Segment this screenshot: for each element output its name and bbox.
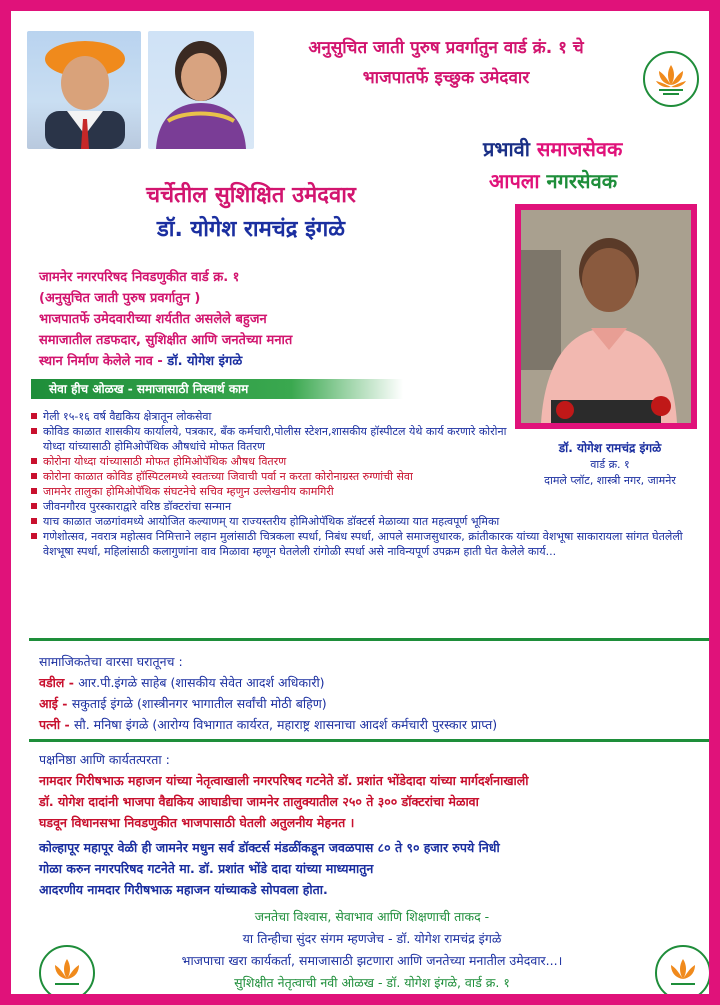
lotus-logo-icon xyxy=(643,51,699,107)
loyalty-line-2: डॉ. योगेश दादांनी भाजपा वैद्यकिय आघाडीचा जामनेर तालुक्यातील २५० ते ३०० डॉक्टरांचा मेळावा xyxy=(39,794,479,809)
kolhapur-line-1: कोल्हापूर महापूर वेळी ही जामनेर मधुन सर्व डॉक्टर्स मंडळींकडून जवळपास ८० ते ९० हजार रुपये निधी xyxy=(39,840,500,855)
intro-line-2: (अनुसुचित जाती पुरुष प्रवर्गातुन ) xyxy=(39,291,201,306)
divider-1 xyxy=(29,638,713,641)
service-banner: सेवा हीच ओळख - समाजासाठी निस्वार्थ काम xyxy=(31,379,403,399)
intro-line-3: भाजपातर्फे उमेदवारीच्या शर्यतीत असलेले बहुजन xyxy=(39,312,267,327)
family-father: वडील - आर.पी.इंगळे साहेब (शासकीय सेवेत आदर्श अधिकारी) xyxy=(39,675,325,690)
candidate-caption-ward: वार्ड क्र. १ xyxy=(590,458,630,471)
lotus-logo-icon xyxy=(39,945,95,1001)
footer-line-1: जनतेचा विश्वास, सेवाभाव आणि शिक्षणाची ताकद - xyxy=(254,909,490,924)
list-item: गेली १५-१६ वर्ष वैद्यकिय क्षेत्रातून लोकसेवा xyxy=(31,409,513,424)
list-item: गणेशोत्सव, नवरात्र महोत्सव निमित्ताने लहान मुलांसाठी चित्रकला स्पर्धा, निबंध स्पर्धा, आपले समाजसुधारक, क्रांतीकारक यांच्या वेशभूषा साकारायला सांगत घेतलेली वेशभूषा स्पर्धा, महिलांसाठी कलागुणांना वाव मिळावा म्हणून घेतलेली रांगोळी स्पर्धा असे नाविन्यपूर्ण उपक्रम हाती घेत केलेले कार्य... xyxy=(31,529,713,559)
list-item: कोरोना योध्दा यांच्यासाठी मोफत होमिओपॅथिक औषध वितरण xyxy=(31,454,513,469)
leader-photo-female xyxy=(148,31,254,149)
family-mother: आई - सकुताई इंगळे (शास्त्रीनगर भागातील सर्वांची मोठी बहिण) xyxy=(39,696,327,711)
candidate-caption-address: दामले प्लॉट, शास्त्री नगर, जामनेर xyxy=(544,474,676,487)
family-section xyxy=(39,651,699,735)
list-item: कोविड काळात शासकीय कार्यालये, पत्रकार, बँक कर्मचारी,पोलीस स्टेशन,शासकीय हॉस्पीटल येथे कार्य करणारे कोरोना योध्दा यांच्यासाठी होमिओपॅथिक औषधांचे मोफत वितरण xyxy=(31,424,523,454)
loyalty-section xyxy=(39,749,709,833)
loyalty-line-3: घडवून विधानसभा निवडणुकीत भाजपासाठी घेतली अतुलनीय मेहनत । xyxy=(39,815,355,830)
candidate-caption-name: डॉ. योगेश रामचंद्र इंगळे xyxy=(558,441,662,455)
divider-2 xyxy=(29,739,713,742)
family-heading: सामाजिकतेचा वारसा घरातूनच : xyxy=(39,654,183,669)
list-item: कोरोना काळात कोविड हॉस्पिटलमध्ये स्वतःच्या जिवाची पर्वा न करता कोरोनाग्रस्त रुग्णांची सेवा xyxy=(31,469,513,484)
candidate-heading: चर्चेतील सुशिक्षित उमेदवार xyxy=(146,183,356,208)
tagline-1: प्रभावी समाजसेवक xyxy=(483,137,623,161)
candidate-photo xyxy=(515,204,697,429)
kolhapur-section xyxy=(39,837,709,900)
list-item: जामनेर तालुका होमिओपॅथिक संघटनेचे सचिव म्हणुन उल्लेखनीय कामगिरी xyxy=(31,484,513,499)
kolhapur-line-3: आदरणीय नामदार गिरीषभाऊ महाजन यांच्याकडे सोपवला होता. xyxy=(39,882,328,897)
header-line-2: भाजपातर्फे इच्छुक उमेदवार xyxy=(362,68,530,88)
footer-line-3: भाजपाचा खरा कार्यकर्ता, समाजासाठी झटणारा आणि जनतेच्या मनातील उमेदवार...। xyxy=(181,953,563,968)
tagline-2: आपला नगरसेवक xyxy=(489,169,618,193)
family-wife: पत्नी - सौ. मनिषा इंगळे (आरोग्य विभागात कार्यरत, महाराष्ट्र शासनाचा आदर्श कर्मचारी पुरस्कार प्राप्त) xyxy=(39,717,498,732)
loyalty-heading: पक्षनिष्ठा आणि कार्यतत्परता : xyxy=(39,752,170,767)
footer-line-2: या तिन्हीचा सुंदर संगम म्हणजेच - डॉ. योगेश रामचंद्र इंगळे xyxy=(242,931,502,946)
footer-line-4: सुशिक्षीत नेतृत्वाची नवी ओळख - डॉ. योगेश इंगळे, वार्ड क्र. १ xyxy=(234,975,510,990)
intro-line-4: समाजातील तडफदार, सुशिक्षीत आणि जनतेच्या मनात xyxy=(39,333,293,348)
loyalty-line-1: नामदार गिरीषभाऊ महाजन यांच्या नेतृत्वाखाली नगरपरिषद गटनेते डॉ. प्रशांत भोंडेदादा यांच्या मार्गदर्शनाखाली xyxy=(39,773,529,788)
intro-line-5: स्थान निर्माण केलेले नाव - डॉ. योगेश इंगळे xyxy=(39,354,243,369)
kolhapur-line-2: गोळा करुन नगरपरिषद गटनेते मा. डॉ. प्रशांत भोंडे दादा यांच्या माध्यमातुन xyxy=(39,861,374,876)
candidate-name-heading: डॉ. योगेश रामचंद्र इंगळे xyxy=(156,217,346,242)
list-item: याच काळात जळगांवमध्ये आयोजित कल्याणम् या राज्यस्तरीय होमिओपॅथिक डॉक्टर्स मेळाव्या यात महत्वपूर्ण भूमिका xyxy=(31,514,713,529)
leader-photo-male xyxy=(27,31,141,149)
lotus-logo-icon xyxy=(655,945,711,1001)
footer-text xyxy=(97,906,647,994)
intro-text xyxy=(39,267,499,372)
header-line-1: अनुसुचित जाती पुरुष प्रवर्गातुन वार्ड क्रं. १ चे xyxy=(308,38,584,58)
service-list xyxy=(31,409,711,559)
intro-line-1: जामनेर नगरपरिषद निवडणुकीत वार्ड क्र. १ xyxy=(39,270,240,285)
list-item: जीवनगौरव पुरस्काराद्वारे वरिष्ठ डॉक्टरांचा सन्मान xyxy=(31,499,513,514)
